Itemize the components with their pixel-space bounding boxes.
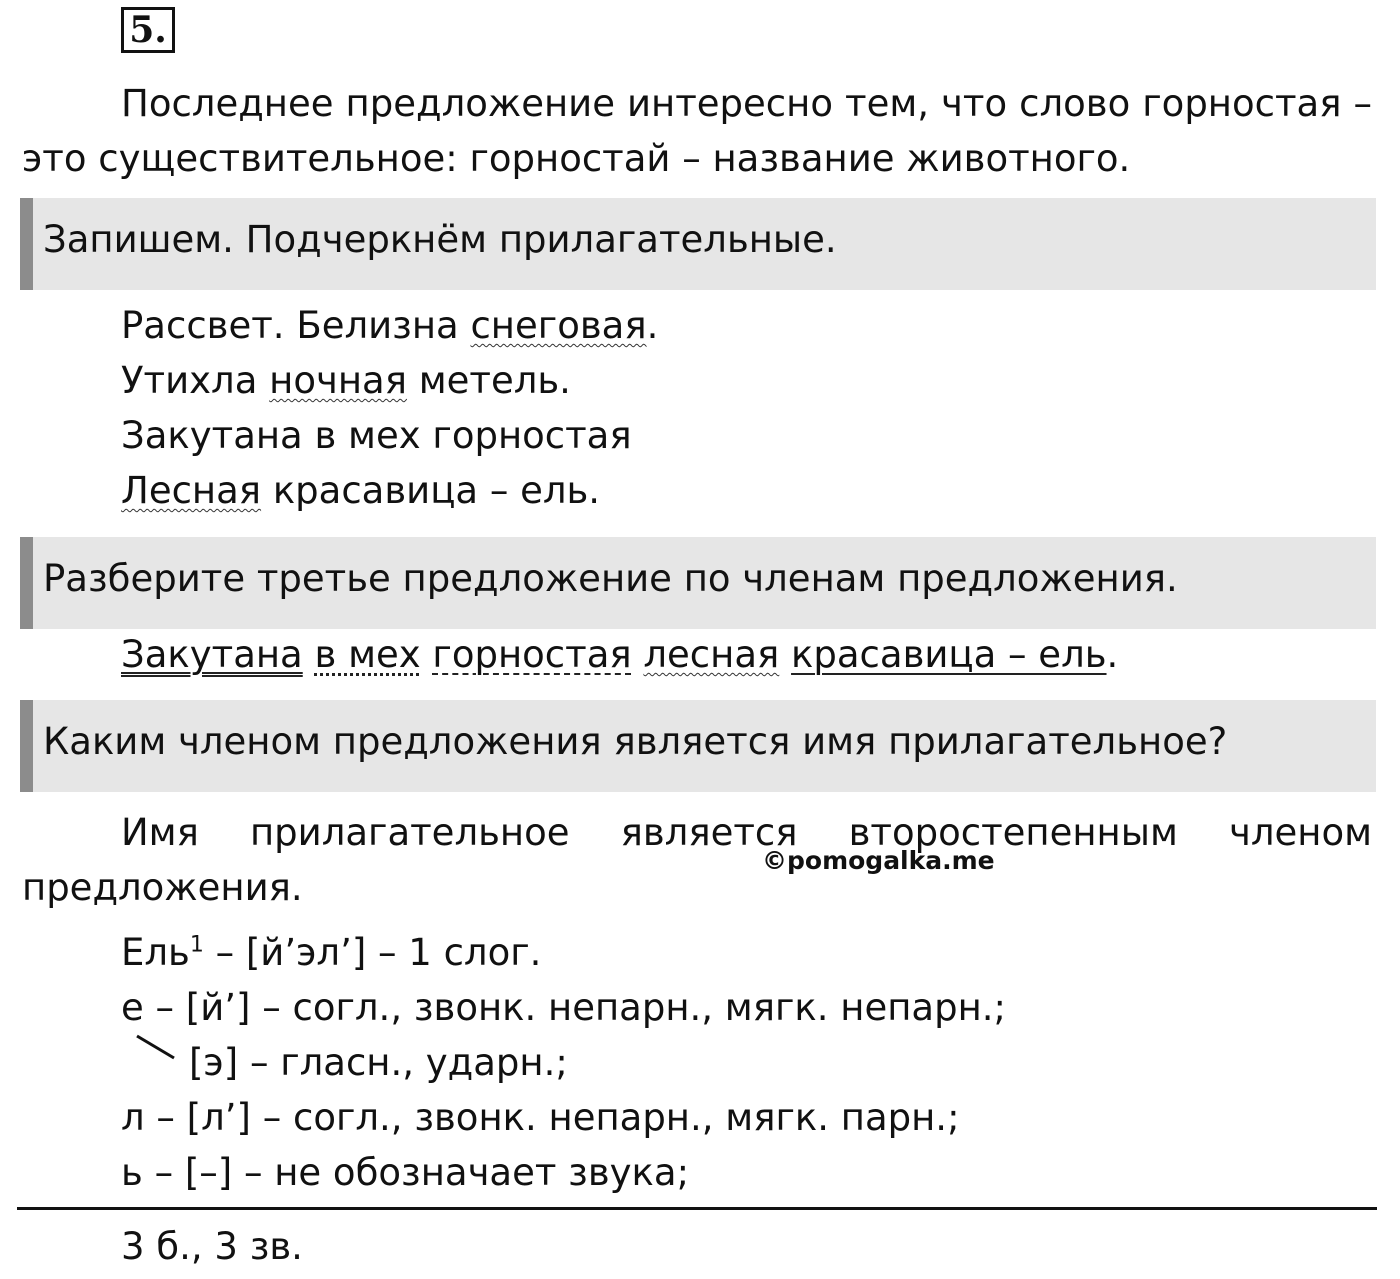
poem-line-1 <box>121 304 658 347</box>
branch-line <box>134 1030 180 1064</box>
task-2-text: Разберите третье предложение по членам предложения. <box>43 557 1178 600</box>
circumstance-word: в мех <box>314 633 421 676</box>
task-band-3 <box>20 700 1376 792</box>
intro-line-1: Последнее предложение интересно тем, что слово горностая – <box>121 82 1372 125</box>
phonetic-word: Ель <box>121 931 190 974</box>
subject-word: красавица – ель <box>791 633 1107 676</box>
predicate-word: Закутана <box>121 633 303 676</box>
task-band-1 <box>20 198 1376 290</box>
phonetic-total: 3 б., 3 зв. <box>121 1225 303 1268</box>
attribute-word: лесная <box>643 633 780 676</box>
phonetic-line-5: ь – [–] – не обозначает звука; <box>121 1151 690 1194</box>
sentence-analysis <box>121 633 1118 676</box>
poem-line-3: Закутана в мех горностая <box>121 414 632 457</box>
poem-text: метель. <box>406 359 571 402</box>
poem-text: красавица – ель. <box>261 469 601 512</box>
phonetic-line-4: л – [л’] – согл., звонк. непарн., мягк. парн.; <box>121 1096 960 1139</box>
adjective-snegovaya: снеговая <box>470 304 647 347</box>
task-1-text: Запишем. Подчеркнём прилагательные. <box>43 218 837 261</box>
footnote-marker: 1 <box>189 932 204 958</box>
answer-line-2: предложения. <box>22 866 303 909</box>
phonetic-line-3: [э] – гласн., ударн.; <box>189 1041 568 1084</box>
task-3-text: Каким членом предложения является имя прилагательное? <box>43 720 1228 763</box>
poem-text: Утихла <box>121 359 270 402</box>
object-word: горностая <box>432 633 632 676</box>
poem-line-2 <box>121 359 571 402</box>
phonetic-transcription: – [й’эл’] – 1 слог. <box>203 931 542 974</box>
adjective-lesnaya: Лесная <box>121 469 262 512</box>
poem-text: . <box>646 304 659 347</box>
watermark: ©pomogalka.me <box>762 846 995 875</box>
phonetic-line-1 <box>121 931 541 974</box>
intro-line-2: это существительное: горностай – название животного. <box>22 137 1131 180</box>
adjective-nochnaya: ночная <box>269 359 407 402</box>
phonetic-line-2: е – [й’] – согл., звонк. непарн., мягк. непарн.; <box>121 986 1007 1029</box>
answer-line-1: Имя прилагательное является второстепенным членом <box>121 811 1372 854</box>
task-number: 5. <box>121 7 175 53</box>
divider-rule <box>17 1207 1377 1210</box>
analysis-end: . <box>1106 633 1119 676</box>
poem-text: Рассвет. Белизна <box>121 304 471 347</box>
poem-line-4 <box>121 469 600 512</box>
task-band-2 <box>20 537 1376 629</box>
